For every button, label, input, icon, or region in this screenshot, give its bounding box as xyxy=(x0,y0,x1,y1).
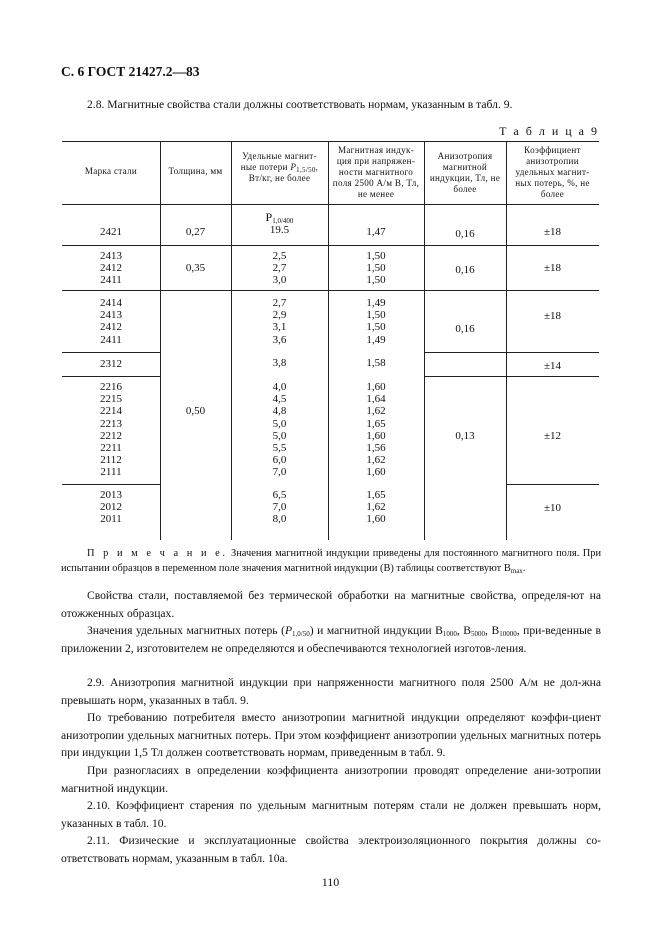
table-note: П р и м е ч а н и е. Значения магнитной индукции приведены для постоянного магнитного поля. При испытании образцов в переменном поле значения магнитной индукции (В) таблицы соответствуют $В_{max}$. xyxy=(61,548,602,575)
paragraph-coefficient: По требованию потребителя вместо анизотропии магнитной индукции определяют коэффи-циент анизотропии удельных магнитных потерь. При этом коэффициент анизотропии удельных магнитных потерь при индукции 1,5 Тл должен соответствовать нормам, приведенным в табл. 9. xyxy=(61,711,601,759)
intro-paragraph: 2.8. Магнитные свойства стали должны соответствовать нормам, указанным в табл. 9. xyxy=(87,98,513,111)
cell-coefficient: ±10 xyxy=(543,502,562,514)
paragraph-2-11: 2.11. Физические и эксплуатационные свойства электроизоляционного покрытия должны со-ответствовать нормам, указанным в табл. 10а. xyxy=(61,834,601,865)
losses-sub-label: $P_{1,0/400}$ xyxy=(265,210,294,225)
cell-coefficient: ±12 xyxy=(543,430,562,442)
paragraph-2-10: 2.10. Коэффициент старения по удельным магнитным потерям стали не должен превышать норм, указанных в табл. 10. xyxy=(61,799,601,830)
table-row-divider xyxy=(62,376,160,377)
cell-grade: 2414 2413 2412 2411 xyxy=(100,297,122,346)
cell-grade: 2421 xyxy=(100,226,122,238)
table-row-divider xyxy=(62,290,599,291)
table-row-divider xyxy=(506,484,599,485)
cell-coefficient: ±18 xyxy=(543,310,562,322)
cell-thickness: 0,50 xyxy=(185,405,206,417)
header-specific-losses: Удельные магнит-ные потери $P_{1,5/50}$, Вт/кг, не более xyxy=(240,151,319,183)
header-coefficient: Коэффициент анизотропии удельных магнит-ных потерь, %, не более xyxy=(515,145,590,199)
cell-losses: 2,5 2,7 3,0 xyxy=(272,250,287,287)
cell-losses: 6,5 7,0 8,0 xyxy=(272,489,287,526)
header-thickness: Толщина, мм xyxy=(168,166,223,176)
table-column-divider xyxy=(506,141,507,540)
cell-anisotropy: 0,16 xyxy=(455,323,475,335)
cell-grade: 2312 xyxy=(100,358,122,370)
paragraph-2-9: 2.9. Анизотропия магнитной индукции при напряженности магнитного поля 2500 А/м не дол-жна превышать норм, указанных в табл. 9. xyxy=(61,676,601,707)
table-header-border xyxy=(62,204,599,205)
table-row-divider xyxy=(62,352,160,353)
cell-induction: 1,58 xyxy=(366,357,386,369)
table-row-divider xyxy=(424,376,599,377)
cell-induction: 1,60 1,64 1,62 1,65 1,60 1,56 1,62 1,60 xyxy=(366,381,386,479)
cell-coefficient: ±18 xyxy=(543,262,562,274)
header-grade: Марка стали xyxy=(84,166,138,176)
cell-thickness: 0,27 xyxy=(185,226,206,238)
page-number: 110 xyxy=(321,875,340,889)
cell-thickness: 0,35 xyxy=(185,262,206,274)
header-induction: Магнитная индук-ция при напряжен-ности магнитного поля 2500 А/м В, Тл, не менее xyxy=(332,145,420,199)
cell-induction: 1,47 xyxy=(366,226,386,238)
cell-losses: 2,7 2,9 3,1 3,6 xyxy=(272,297,287,346)
cell-losses: 19.5 xyxy=(269,224,290,236)
cell-losses: 4,0 4,5 4,8 5,0 5,0 5,5 6,0 7,0 xyxy=(272,381,287,479)
cell-grade: 2013 2012 2011 xyxy=(100,489,122,526)
cell-coefficient: ±14 xyxy=(543,360,562,372)
table-row-divider xyxy=(62,245,599,246)
table-top-border xyxy=(62,141,599,142)
cell-coefficient: ±18 xyxy=(543,226,562,238)
table-column-divider xyxy=(160,141,161,540)
table-row-divider xyxy=(424,352,599,353)
cell-losses: 3,8 xyxy=(272,357,287,369)
cell-anisotropy: 0,16 xyxy=(455,228,475,240)
cell-grade: 2413 2412 2411 xyxy=(100,250,122,287)
table-column-divider xyxy=(424,141,425,540)
cell-induction: 1,65 1,62 1,60 xyxy=(366,489,386,526)
paragraph-losses-values: Значения удельных магнитных потерь $(P_{1,0/50})$ и магнитной индукции $В_{1000}$, $В_{5000}$, $В_{10000}$, при-веденные в приложении 2, изготовителем не определяются и обеспечиваются технологией изготов-ления. xyxy=(61,624,602,655)
cell-induction: 1,49 1,50 1,50 1,49 xyxy=(366,297,386,346)
paragraph-annealed: Свойства стали, поставляемой без термической обработки на магнитные свойства, определя-ют на отожженных образцах. xyxy=(61,589,601,620)
cell-induction: 1,50 1,50 1,50 xyxy=(366,250,386,287)
table-caption: Т а б л и ц а 9 xyxy=(499,124,599,138)
header-anisotropy: Анизотропия магнитной индукции, Тл, не более xyxy=(429,151,501,194)
page-header: С. 6 ГОСТ 21427.2—83 xyxy=(61,64,200,79)
cell-anisotropy: 0,13 xyxy=(455,430,475,442)
table-row-divider xyxy=(62,484,160,485)
paragraph-disagreements: При разногласиях в определении коэффициента анизотропии проводят определение ани-зотропии магнитной индукции. xyxy=(61,764,601,795)
cell-grade: 2216 2215 2214 2213 2212 2211 2112 2111 xyxy=(100,381,122,479)
cell-anisotropy: 0,16 xyxy=(455,264,475,276)
